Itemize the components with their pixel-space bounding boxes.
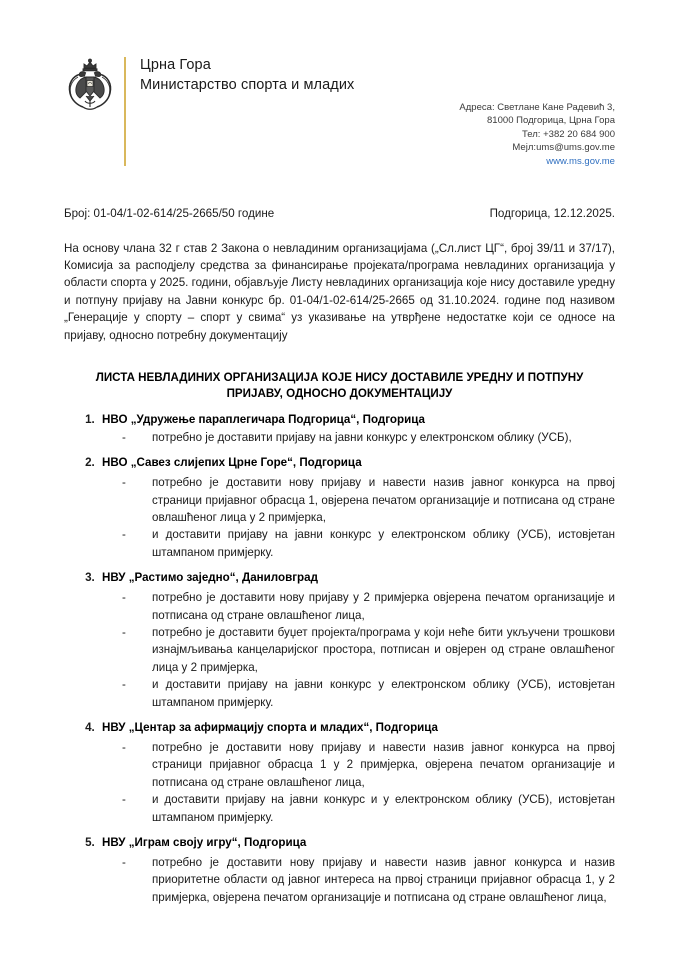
address-website-link[interactable]: www.ms.gov.me [546, 155, 615, 167]
page-title: ЛИСТА НЕВЛАДИНИХ ОРГАНИЗАЦИЈА КОЈЕ НИСУ ДОСТАВИЛЕ УРЕДНУ И ПОТПУНУ ПРИЈАВУ, ОДНОСНО ДОКУМЕНТАЦИЈУ [95, 370, 584, 401]
requirement-text: - потребно је доставити нову пријаву и навести назив јавног конкурса и назив приоритетне области од јавног интереса на првој страници пријавног обрасца 1, у 2 примјерка, овјерена печатом организације и потписана од стране овлашћеног лица, [152, 856, 615, 904]
address-email: Мејл:ums@ums.gov.me [512, 142, 615, 154]
reference-row [64, 206, 615, 222]
requirement-item [116, 624, 615, 676]
requirement-item [116, 739, 615, 791]
address-block [459, 55, 615, 168]
organization-item [98, 569, 615, 711]
brand-text [140, 55, 354, 96]
requirement-text: - и доставити пријаву на јавни конкурс у електронском облику (УСБ), истовјетан штампаном примјерку. [152, 678, 615, 709]
organization-name: НВО „Удружење параплегичара Подгорица“, Подгорица [102, 412, 425, 426]
organization-item [98, 719, 615, 826]
requirement-text: - потребно је доставити нову пријаву и навести назив јавног конкурса на првој страници пријавног обрасца 1 у 2 примјерка, овјерена печатом организације и потписана од стране овлашћеног лица, [152, 741, 615, 789]
brand-divider [124, 57, 126, 166]
requirement-item [116, 589, 615, 624]
reference-place-date: Подгорица, 12.12.2025. [489, 207, 615, 221]
country-name: Црна Гора [140, 57, 211, 73]
organization-name: НВУ „Растимо заједно“, Даниловград [102, 571, 318, 585]
address-street: Адреса: Светлане Кане Радевић 3, [459, 102, 615, 113]
requirement-text: - потребно је доставити буџет пројекта/програма у који неће бити укључени трошкови изнајмљивања канцеларијског простора, потписан и овјерен од стране овлашћеног лица у 2 примјерка, [152, 625, 615, 674]
ministry-name: Министарство спорта и младих [140, 77, 355, 93]
requirement-list [102, 739, 615, 826]
requirement-list [102, 474, 615, 561]
organization-item [98, 411, 615, 446]
organization-name: НВУ „Центар за афирмацију спорта и младих“, Подгорица [102, 721, 438, 735]
requirement-list [102, 589, 615, 711]
requirement-text: - и доставити пријаву на јавни конкурс у електронском облику (УСБ), истовјетан штампаном примјерку. [152, 528, 615, 559]
address-city: 81000 Подгорица, Црна Гора [487, 115, 615, 127]
intro-paragraph: На основу члана 32 г став 2 Закона о невладиним организацијама („Сл.лист ЦГ“, број 39/11 и 37/17), Комисија за расподјелу средства за финансирање пројеката/програма невладиних организација у области спорта у 2025. години, објављује Листу невладиних организација које нису доставиле уредну и потпуну пријаву на Јавни конкурс бр. 01-04/1-02-614/25-2665 од 31.10.2024. године под називом „Генерације у спорту – спорт у свима“ уз указивање на утврђене недостатке који се односе на пријаву, односно потребну документацију [64, 241, 615, 342]
montenegro-coat-of-arms-icon [64, 57, 116, 115]
requirement-item [116, 791, 615, 826]
reference-number: Број: 01-04/1-02-614/25-2665/50 године [64, 207, 275, 221]
requirement-item [116, 474, 615, 526]
requirement-text: - потребно је доставити нову пријаву у 2 примјерка овјерена печатом организације и потписана од стране овлашћеног лица, [152, 591, 615, 622]
requirement-list [102, 854, 615, 906]
requirement-item [116, 526, 615, 561]
requirement-item [116, 854, 615, 906]
organization-item [98, 454, 615, 561]
organization-list [64, 411, 615, 907]
organization-item [98, 834, 615, 906]
requirement-list [102, 429, 615, 446]
address-phone: Тел: +382 20 684 900 [521, 128, 615, 140]
organization-name: НВО „Савез слијепих Црне Горе“, Подгорица [102, 456, 362, 470]
requirement-text: - потребно је доставити нову пријаву и навести назив јавног конкурса на првој страници пријавног обрасца 1, овјерена печатом организације и потписана од стране овлашћеног лица у 2 примјерка, [152, 476, 615, 524]
letterhead [64, 0, 615, 168]
requirement-text: - потребно је доставити пријаву на јавни конкурс у електронском облику (УСБ), [152, 430, 572, 444]
requirement-item [116, 429, 615, 446]
requirement-text: - и доставити пријаву на јавни конкурс и у електронском облику (УСБ), истовјетан штампаном примјерку. [152, 793, 615, 824]
requirement-item [116, 676, 615, 711]
organization-name: НВУ „Играм своју игру“, Подгорица [102, 836, 307, 850]
